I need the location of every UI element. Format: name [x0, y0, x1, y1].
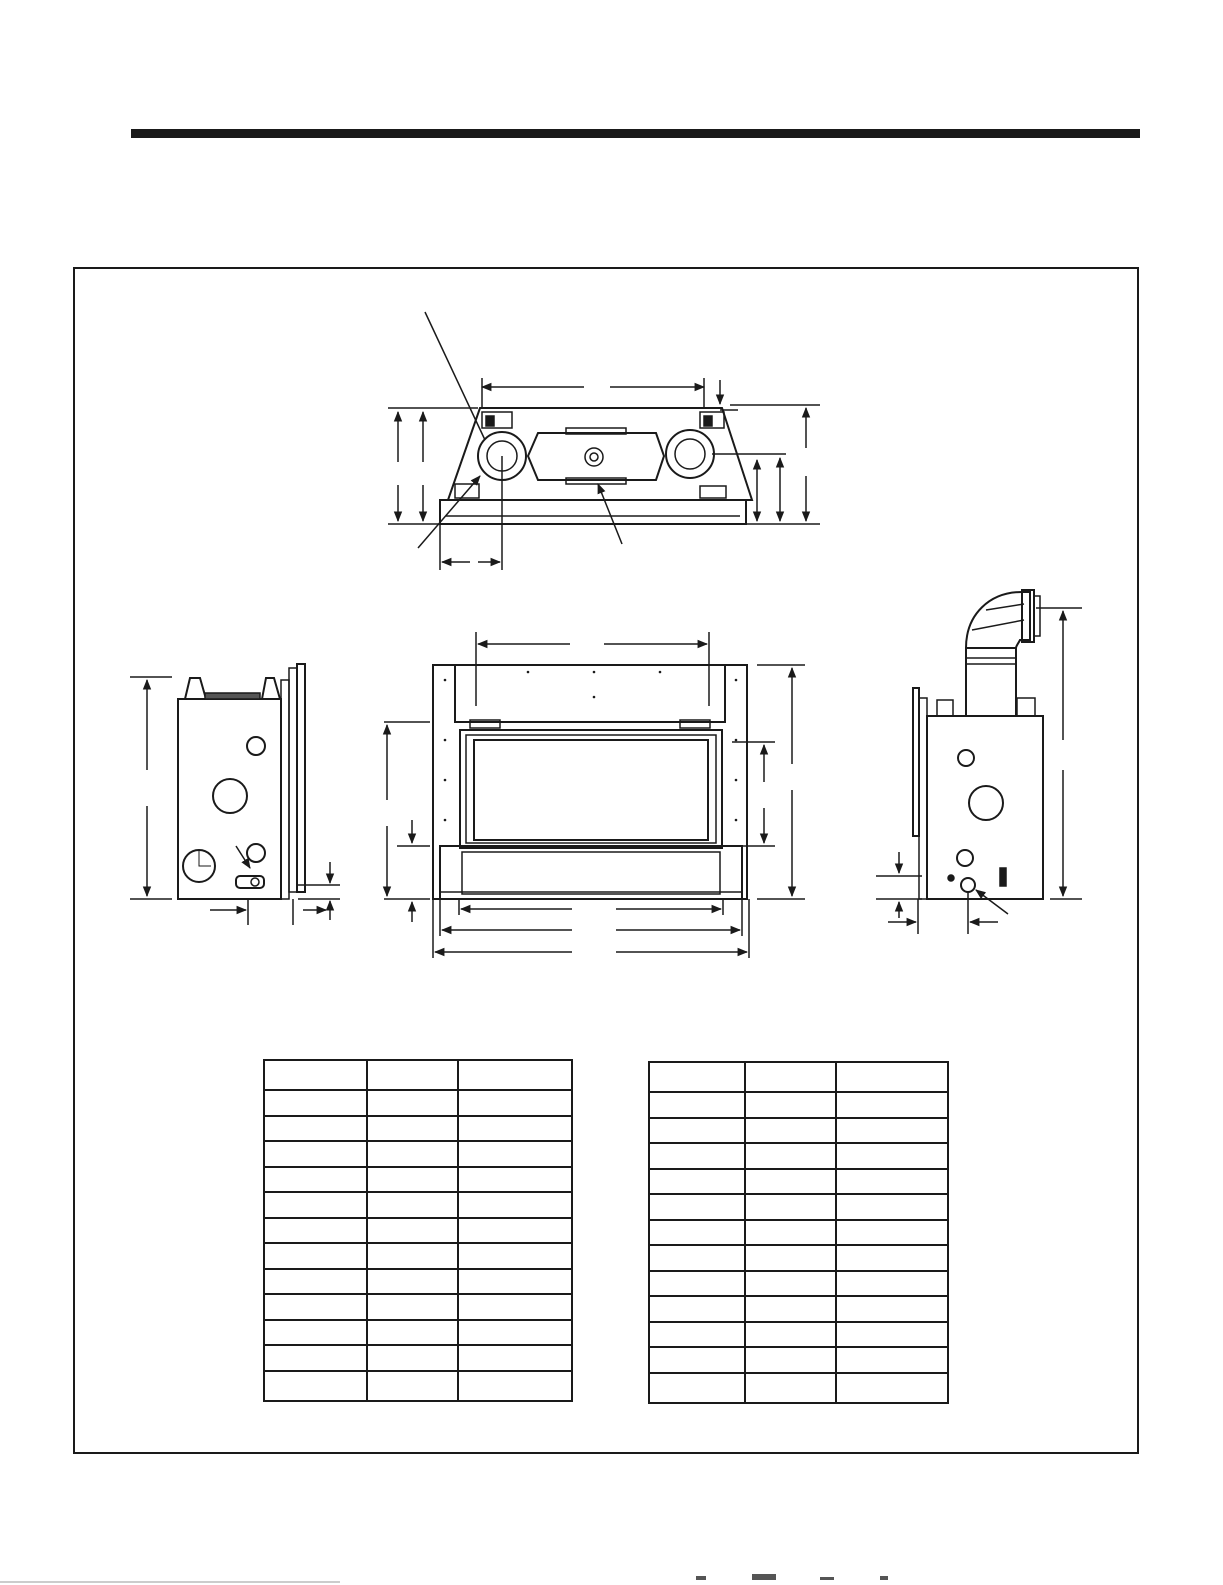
- table-row: [649, 1322, 948, 1348]
- table-cell: [745, 1245, 835, 1271]
- table-row: [264, 1141, 572, 1167]
- table-cell: [649, 1062, 745, 1092]
- table-row: [649, 1271, 948, 1297]
- table-cell: [836, 1296, 948, 1322]
- table-cell: [458, 1167, 572, 1193]
- table-cell: [745, 1118, 835, 1144]
- table-cell: [649, 1347, 745, 1373]
- table-cell: [458, 1218, 572, 1244]
- table-cell: [836, 1347, 948, 1373]
- table-cell: [649, 1271, 745, 1297]
- side-view-right: [876, 590, 1082, 934]
- table-cell: [836, 1322, 948, 1348]
- table-row: [264, 1167, 572, 1193]
- table-row: [264, 1371, 572, 1401]
- table-cell: [649, 1092, 745, 1118]
- table-cell: [836, 1169, 948, 1195]
- table-cell: [264, 1116, 367, 1142]
- table-cell: [836, 1062, 948, 1092]
- front-view: [384, 632, 805, 958]
- table-cell: [836, 1092, 948, 1118]
- table-cell: [649, 1118, 745, 1144]
- table-row: [264, 1060, 572, 1090]
- dimension-table-left: [263, 1059, 573, 1402]
- table-cell: [745, 1220, 835, 1246]
- table-cell: [745, 1092, 835, 1118]
- table-cell: [264, 1243, 367, 1269]
- table-cell: [367, 1371, 457, 1401]
- table-cell: [264, 1269, 367, 1295]
- table-row: [264, 1218, 572, 1244]
- table-cell: [745, 1347, 835, 1373]
- table-cell: [367, 1060, 457, 1090]
- table-cell: [367, 1090, 457, 1116]
- table-row: [264, 1294, 572, 1320]
- table-row: [649, 1169, 948, 1195]
- table-cell: [367, 1243, 457, 1269]
- table-cell: [264, 1345, 367, 1371]
- table-cell: [264, 1218, 367, 1244]
- table-cell: [649, 1169, 745, 1195]
- table-row: [649, 1347, 948, 1373]
- table-row: [649, 1092, 948, 1118]
- table-cell: [458, 1269, 572, 1295]
- table-row: [649, 1194, 948, 1220]
- table-cell: [458, 1116, 572, 1142]
- table-cell: [836, 1245, 948, 1271]
- table-row: [264, 1090, 572, 1116]
- table-cell: [458, 1320, 572, 1346]
- dimension-table-right: [648, 1061, 949, 1404]
- table-cell: [649, 1322, 745, 1348]
- table-cell: [458, 1345, 572, 1371]
- table-cell: [264, 1141, 367, 1167]
- table-cell: [649, 1220, 745, 1246]
- table-cell: [458, 1192, 572, 1218]
- table-cell: [367, 1167, 457, 1193]
- table-cell: [458, 1141, 572, 1167]
- table-cell: [836, 1271, 948, 1297]
- table-cell: [367, 1116, 457, 1142]
- table-row: [649, 1245, 948, 1271]
- table-row: [649, 1143, 948, 1169]
- bottom-edge-marks: [0, 1572, 1223, 1585]
- table-cell: [745, 1322, 835, 1348]
- table-cell: [264, 1060, 367, 1090]
- table-cell: [649, 1373, 745, 1403]
- table-cell: [745, 1271, 835, 1297]
- table-cell: [367, 1320, 457, 1346]
- table-cell: [745, 1373, 835, 1403]
- table-cell: [264, 1090, 367, 1116]
- table-row: [264, 1192, 572, 1218]
- table-row: [264, 1320, 572, 1346]
- table-row: [264, 1243, 572, 1269]
- table-cell: [836, 1220, 948, 1246]
- table-cell: [458, 1090, 572, 1116]
- table-row: [264, 1116, 572, 1142]
- table-cell: [649, 1296, 745, 1322]
- table-cell: [264, 1371, 367, 1401]
- table-row: [649, 1220, 948, 1246]
- table-cell: [836, 1143, 948, 1169]
- table-cell: [745, 1169, 835, 1195]
- top-view: [388, 312, 820, 570]
- table-cell: [836, 1118, 948, 1144]
- table-cell: [745, 1194, 835, 1220]
- table-cell: [836, 1194, 948, 1220]
- table-cell: [649, 1143, 745, 1169]
- table-cell: [649, 1194, 745, 1220]
- table-cell: [264, 1320, 367, 1346]
- table-cell: [745, 1062, 835, 1092]
- table-cell: [367, 1294, 457, 1320]
- table-row: [649, 1373, 948, 1403]
- table-cell: [458, 1371, 572, 1401]
- table-cell: [836, 1373, 948, 1403]
- table-cell: [745, 1296, 835, 1322]
- table-cell: [367, 1141, 457, 1167]
- table-cell: [367, 1218, 457, 1244]
- table-cell: [649, 1245, 745, 1271]
- table-cell: [367, 1345, 457, 1371]
- table-row: [264, 1269, 572, 1295]
- table-row: [649, 1062, 948, 1092]
- table-row: [649, 1296, 948, 1322]
- table-row: [264, 1345, 572, 1371]
- table-cell: [264, 1167, 367, 1193]
- table-cell: [264, 1192, 367, 1218]
- table-cell: [458, 1294, 572, 1320]
- side-view-left: [130, 664, 340, 925]
- table-cell: [367, 1192, 457, 1218]
- table-cell: [745, 1143, 835, 1169]
- table-cell: [367, 1269, 457, 1295]
- table-cell: [264, 1294, 367, 1320]
- table-row: [649, 1118, 948, 1144]
- table-cell: [458, 1243, 572, 1269]
- table-cell: [458, 1060, 572, 1090]
